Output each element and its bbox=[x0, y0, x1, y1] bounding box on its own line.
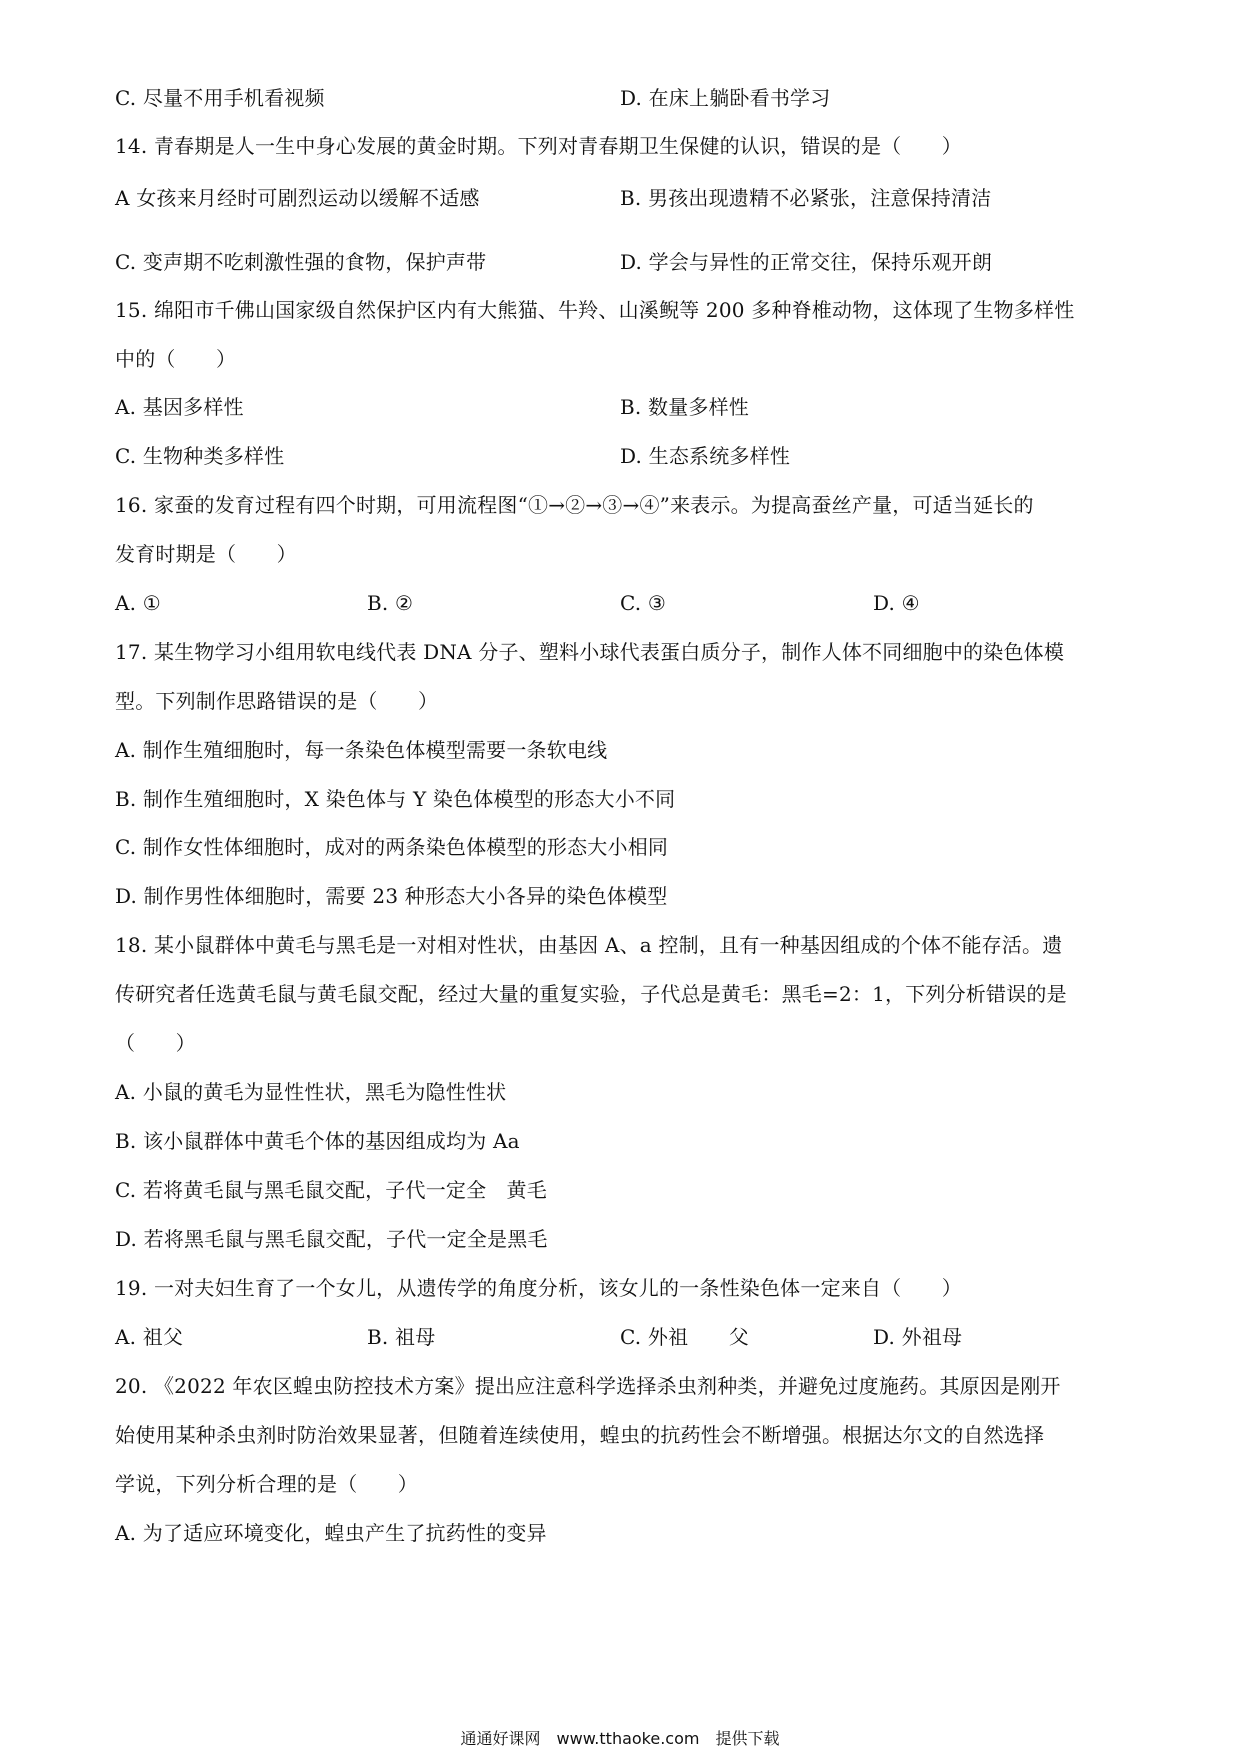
text-line: C. 制作女性体细胞时，成对的两条染色体模型的形态大小相同 bbox=[115, 835, 669, 859]
text-line: A. 祖父 bbox=[115, 1325, 184, 1349]
text-line: 20. 《2022 年农区蝗虫防控技术方案》提出应注意科学选择杀虫剂种类，并避免过度施药。其原因是刚开 bbox=[115, 1374, 1061, 1398]
text-line: A. ① bbox=[115, 591, 161, 615]
text-line: C. 尽量不用手机看视频 bbox=[115, 86, 325, 110]
text-line: 学说，下列分析合理的是（ ） bbox=[115, 1472, 418, 1496]
page-footer: 通通好课网 www.tthaoke.com 提供下载 bbox=[460, 1729, 780, 1748]
text-line: 15. 绵阳市千佛山国家级自然保护区内有大熊猫、牛羚、山溪鲵等 200 多种脊椎动物，这体现了生物多样性 bbox=[115, 298, 1075, 322]
text-line: B. 制作生殖细胞时，X 染色体与 Y 染色体模型的形态大小不同 bbox=[115, 787, 676, 811]
text-line: C. 生物种类多样性 bbox=[115, 444, 285, 468]
text-line: B. 数量多样性 bbox=[620, 395, 750, 419]
text-line: D. ④ bbox=[873, 591, 920, 615]
text-line: 中的（ ） bbox=[115, 347, 237, 371]
text-line: D. 若将黑毛鼠与黑毛鼠交配，子代一定全是黑毛 bbox=[115, 1227, 548, 1251]
text-line: A. 制作生殖细胞时，每一条染色体模型需要一条软电线 bbox=[115, 738, 608, 762]
text-line: 始使用某种杀虫剂时防治效果显著，但随着连续使用，蝗虫的抗药性会不断增强。根据达尔文的自然选择 bbox=[115, 1423, 1045, 1447]
text-line: B. 祖母 bbox=[367, 1325, 436, 1349]
text-line: 14. 青春期是人一生中身心发展的黄金时期。下列对青春期卫生保健的认识，错误的是（ ） bbox=[115, 134, 962, 158]
text-line: B. ② bbox=[367, 591, 414, 615]
text-line: 18. 某小鼠群体中黄毛与黑毛是一对相对性状，由基因 A、a 控制，且有一种基因组成的个体不能存活。遗 bbox=[115, 933, 1063, 957]
text-line: B. 男孩出现遗精不必紧张，注意保持清洁 bbox=[620, 186, 992, 210]
text-line: D. 生态系统多样性 bbox=[620, 444, 791, 468]
text-line: 传研究者任选黄毛鼠与黄毛鼠交配，经过大量的重复实验，子代总是黄毛：黑毛=2：1，下列分析错误的是 bbox=[115, 982, 1067, 1006]
text-line: （ ） bbox=[115, 1031, 196, 1055]
text-line: A. 为了适应环境变化，蝗虫产生了抗药性的变异 bbox=[115, 1521, 547, 1545]
text-line: 17. 某生物学习小组用软电线代表 DNA 分子、塑料小球代表蛋白质分子，制作人体不同细胞中的染色体模 bbox=[115, 640, 1065, 664]
text-line: 型。下列制作思路错误的是（ ） bbox=[115, 689, 439, 713]
text-line: C. ③ bbox=[620, 591, 667, 615]
text-line: 19. 一对夫妇生育了一个女儿，从遗传学的角度分析，该女儿的一条性染色体一定来自（ ） bbox=[115, 1276, 962, 1300]
text-line: A. 基因多样性 bbox=[115, 395, 244, 419]
text-line: 16. 家蚕的发育过程有四个时期，可用流程图“①→②→③→④”来表示。为提高蚕丝产量，可适当延长的 bbox=[115, 493, 1034, 517]
text-line: 发育时期是（ ） bbox=[115, 542, 297, 566]
text-line: C. 若将黄毛鼠与黑毛鼠交配，子代一定全 黄毛 bbox=[115, 1178, 547, 1202]
text-line: D. 学会与异性的正常交往，保持乐观开朗 bbox=[620, 250, 993, 274]
text-line: D. 制作男性体细胞时，需要 23 种形态大小各异的染色体模型 bbox=[115, 884, 668, 908]
text-line: A 女孩来月经时可剧烈运动以缓解不适感 bbox=[115, 186, 480, 210]
text-line: C. 变声期不吃刺激性强的食物，保护声带 bbox=[115, 250, 487, 274]
text-line: A. 小鼠的黄毛为显性性状，黑毛为隐性性状 bbox=[115, 1080, 507, 1104]
text-line: B. 该小鼠群体中黄毛个体的基因组成均为 Aa bbox=[115, 1129, 520, 1153]
text-line: C. 外祖 父 bbox=[620, 1325, 749, 1349]
text-line: D. 在床上躺卧看书学习 bbox=[620, 86, 831, 110]
text-line: D. 外祖母 bbox=[873, 1325, 963, 1349]
